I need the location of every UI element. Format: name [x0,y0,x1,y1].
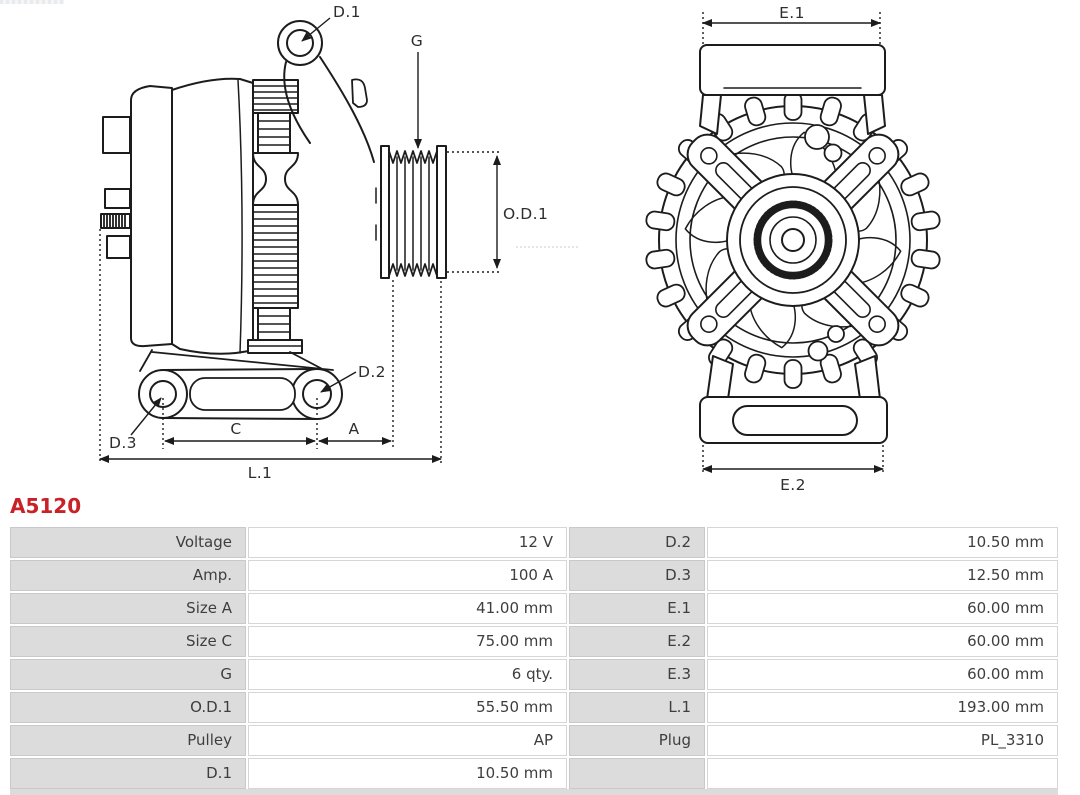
spec-value [707,758,1058,789]
table-row [10,659,1058,690]
dimension-label-a: A [348,420,360,438]
spec-label: D.2 [569,527,705,558]
dimension-label-e2: E.2 [780,476,806,492]
spec-label: Pulley [10,725,246,756]
dimension-label-d1: D.1 [333,3,361,21]
spec-value: 75.00 mm [248,626,567,657]
table-row [10,527,1058,558]
table-row [10,560,1058,591]
table-row [10,626,1058,657]
spec-label: O.D.1 [10,692,246,723]
dimension-label-e1: E.1 [779,4,805,22]
spec-value: 12 V [248,527,567,558]
spec-label: E.1 [569,593,705,624]
spec-value: 55.50 mm [248,692,567,723]
spec-label: E.3 [569,659,705,690]
spec-label: Amp. [10,560,246,591]
table-row [10,725,1058,756]
part-number-title: A5120 [10,494,82,518]
pulley-shaft-hub [727,174,859,306]
spec-value: 12.50 mm [707,560,1058,591]
spec-label: Voltage [10,527,246,558]
spec-label: D.1 [10,758,246,789]
front-view [645,45,940,443]
spec-value: 60.00 mm [707,626,1058,657]
dimension-label-d2: D.2 [358,363,386,381]
side-view [101,21,446,419]
dimension-label-od1: O.D.1 [503,205,549,223]
spec-label: Size A [10,593,246,624]
spec-value: 6 qty. [248,659,567,690]
dimension-label-l1: L.1 [247,464,273,482]
spec-label: L.1 [569,692,705,723]
dimension-label-d3: D.3 [109,434,137,452]
table-row [10,758,1058,789]
spec-value: PL_3310 [707,725,1058,756]
table-row [10,593,1058,624]
spec-value: 100 A [248,560,567,591]
spec-label: G [10,659,246,690]
spec-value: AP [248,725,567,756]
spec-value: 60.00 mm [707,593,1058,624]
spec-value: 41.00 mm [248,593,567,624]
dimension-label-g: G [410,32,424,50]
spec-label: Size C [10,626,246,657]
spec-label [569,758,705,789]
dimension-label-c: C [230,420,242,438]
table-row [10,692,1058,723]
table-bottom-strip [10,789,1058,795]
spec-value: 60.00 mm [707,659,1058,690]
spec-value: 193.00 mm [707,692,1058,723]
spec-label: Plug [569,725,705,756]
spec-value: 10.50 mm [248,758,567,789]
spec-label: E.2 [569,626,705,657]
spec-table [10,527,1058,791]
spec-value: 10.50 mm [707,527,1058,558]
spec-label: D.3 [569,560,705,591]
